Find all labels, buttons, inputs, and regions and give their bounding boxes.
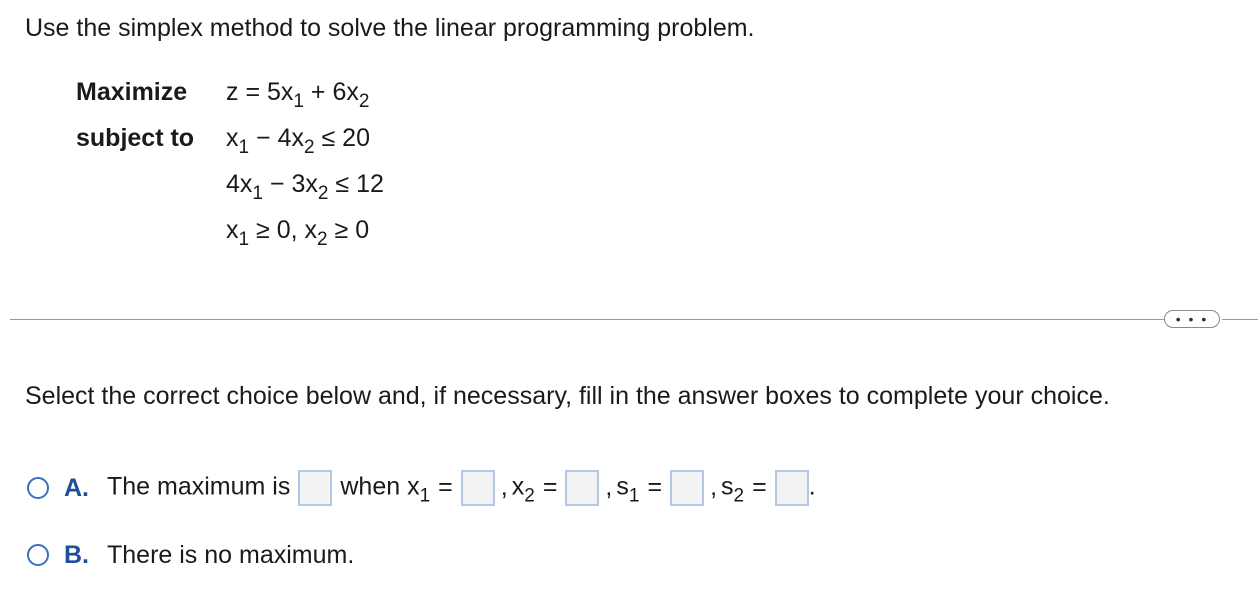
subject-to-label: subject to (76, 124, 195, 152)
objective-part: z = 5x (226, 78, 294, 106)
equals-sign: = (542, 472, 558, 501)
s2-label: s (721, 472, 734, 501)
subscript: 2 (524, 485, 535, 507)
subscript: 2 (317, 183, 329, 204)
radio-choice-a[interactable] (27, 477, 49, 499)
maximize-label: Maximize (76, 78, 188, 106)
when-x1-label: when x (340, 472, 420, 501)
section-divider-end (1222, 319, 1258, 320)
nonnegativity-constraint (226, 216, 370, 250)
section-divider (10, 319, 1164, 320)
s1-answer-box[interactable] (670, 470, 704, 506)
radio-choice-b[interactable] (27, 544, 49, 566)
constraint-part: 4x (226, 170, 253, 198)
subscript: 1 (252, 183, 263, 204)
x1-answer-box[interactable] (461, 470, 495, 506)
constraint-part: ≤ 12 (328, 170, 384, 198)
subscript: 1 (293, 91, 304, 112)
x2-label: x (511, 472, 525, 501)
choice-a-letter: A. (64, 473, 89, 502)
instruction-text: Use the simplex method to solve the linear programming problem. (25, 14, 755, 42)
choice-b[interactable] (27, 535, 354, 575)
more-options-button[interactable]: • • • (1164, 310, 1220, 328)
comma: , (605, 472, 613, 501)
s1-label: s (616, 472, 629, 501)
select-prompt: Select the correct choice below and, if necessary, fill in the answer boxes to complete your choice. (25, 382, 1110, 410)
objective-part: + 6x (303, 78, 359, 106)
subscript: 1 (628, 485, 640, 507)
subscript: 1 (238, 137, 250, 158)
choice-a-text: The maximum is (107, 472, 291, 501)
constraint-part: ≤ 20 (314, 124, 370, 152)
subscript: 1 (238, 229, 250, 250)
choice-a-content (107, 470, 816, 506)
constraint-1 (226, 124, 370, 158)
period: . (808, 472, 816, 501)
constraint-part: − 4x (249, 124, 304, 152)
x2-answer-box[interactable] (565, 470, 599, 506)
choice-a[interactable] (27, 468, 816, 508)
choice-b-letter: B. (64, 540, 89, 569)
subscript: 1 (419, 485, 431, 507)
constraint-2 (226, 170, 384, 204)
subscript: 2 (317, 229, 328, 250)
equals-sign: = (438, 472, 453, 501)
subscript: 2 (303, 137, 315, 158)
equals-sign: = (752, 472, 767, 501)
equals-sign: = (647, 472, 663, 501)
constraint-part: − 3x (262, 170, 318, 198)
constraint-part: x (226, 124, 239, 152)
constraint-part: ≥ 0, x (249, 216, 317, 244)
subscript: 2 (733, 485, 745, 507)
constraint-part: x (226, 216, 239, 244)
constraint-part: ≥ 0 (327, 216, 370, 244)
s2-answer-box[interactable] (775, 470, 809, 506)
comma: , (710, 472, 718, 501)
maximum-answer-box[interactable] (298, 470, 332, 506)
comma: , (500, 472, 508, 501)
choice-b-text: There is no maximum. (107, 540, 355, 569)
objective-function (226, 78, 370, 112)
subscript: 2 (358, 91, 370, 112)
